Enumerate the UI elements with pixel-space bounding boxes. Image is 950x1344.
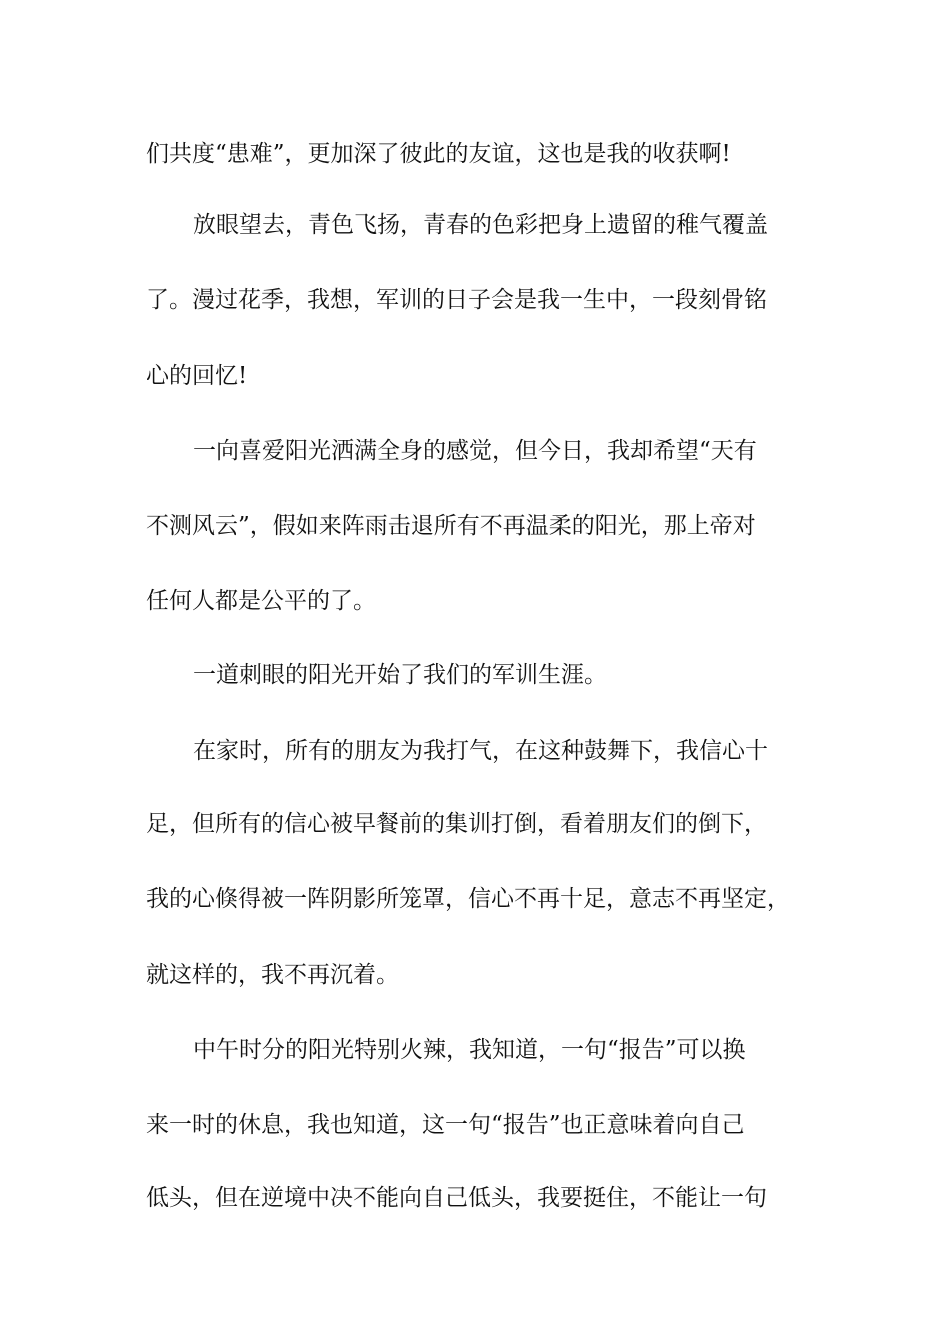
text-line: 不测风云”，假如来阵雨击退所有不再温柔的阳光，那上帝对 bbox=[146, 513, 756, 539]
text-line: 了。漫过花季，我想，军训的日子会是我一生中，一段刻骨铭 bbox=[146, 287, 767, 313]
text-line: 心的回忆! bbox=[146, 363, 248, 389]
text-line: 来一时的休息，我也知道，这一句“报告”也正意味着向自己 bbox=[146, 1112, 745, 1138]
text-line: 足，但所有的信心被早餐前的集训打倒，看着朋友们的倒下， bbox=[146, 811, 767, 837]
paragraph-first-line: 在家时，所有的朋友为我打气，在这种鼓舞下，我信心十 bbox=[193, 738, 768, 764]
text-line: 就这样的，我不再沉着。 bbox=[146, 962, 399, 988]
paragraph-first-line: 放眼望去，青色飞扬，青春的色彩把身上遗留的稚气覆盖 bbox=[193, 212, 768, 238]
paragraph-first-line: 一道刺眼的阳光开始了我们的军训生涯。 bbox=[193, 662, 607, 688]
text-line: 们共度“患难”，更加深了彼此的友谊，这也是我的收获啊! bbox=[146, 141, 731, 167]
text-line: 任何人都是公平的了。 bbox=[146, 588, 376, 614]
paragraph-first-line: 一向喜爱阳光洒满全身的感觉，但今日，我却希望“天有 bbox=[193, 438, 757, 464]
text-line: 我的心倏得被一阵阴影所笼罩，信心不再十足，意志不再坚定， bbox=[146, 886, 790, 912]
paragraph-first-line: 中午时分的阳光特别火辣，我知道，一句“报告”可以换 bbox=[193, 1037, 746, 1063]
text-line: 低头，但在逆境中决不能向自己低头，我要挺住，不能让一句 bbox=[146, 1185, 767, 1211]
